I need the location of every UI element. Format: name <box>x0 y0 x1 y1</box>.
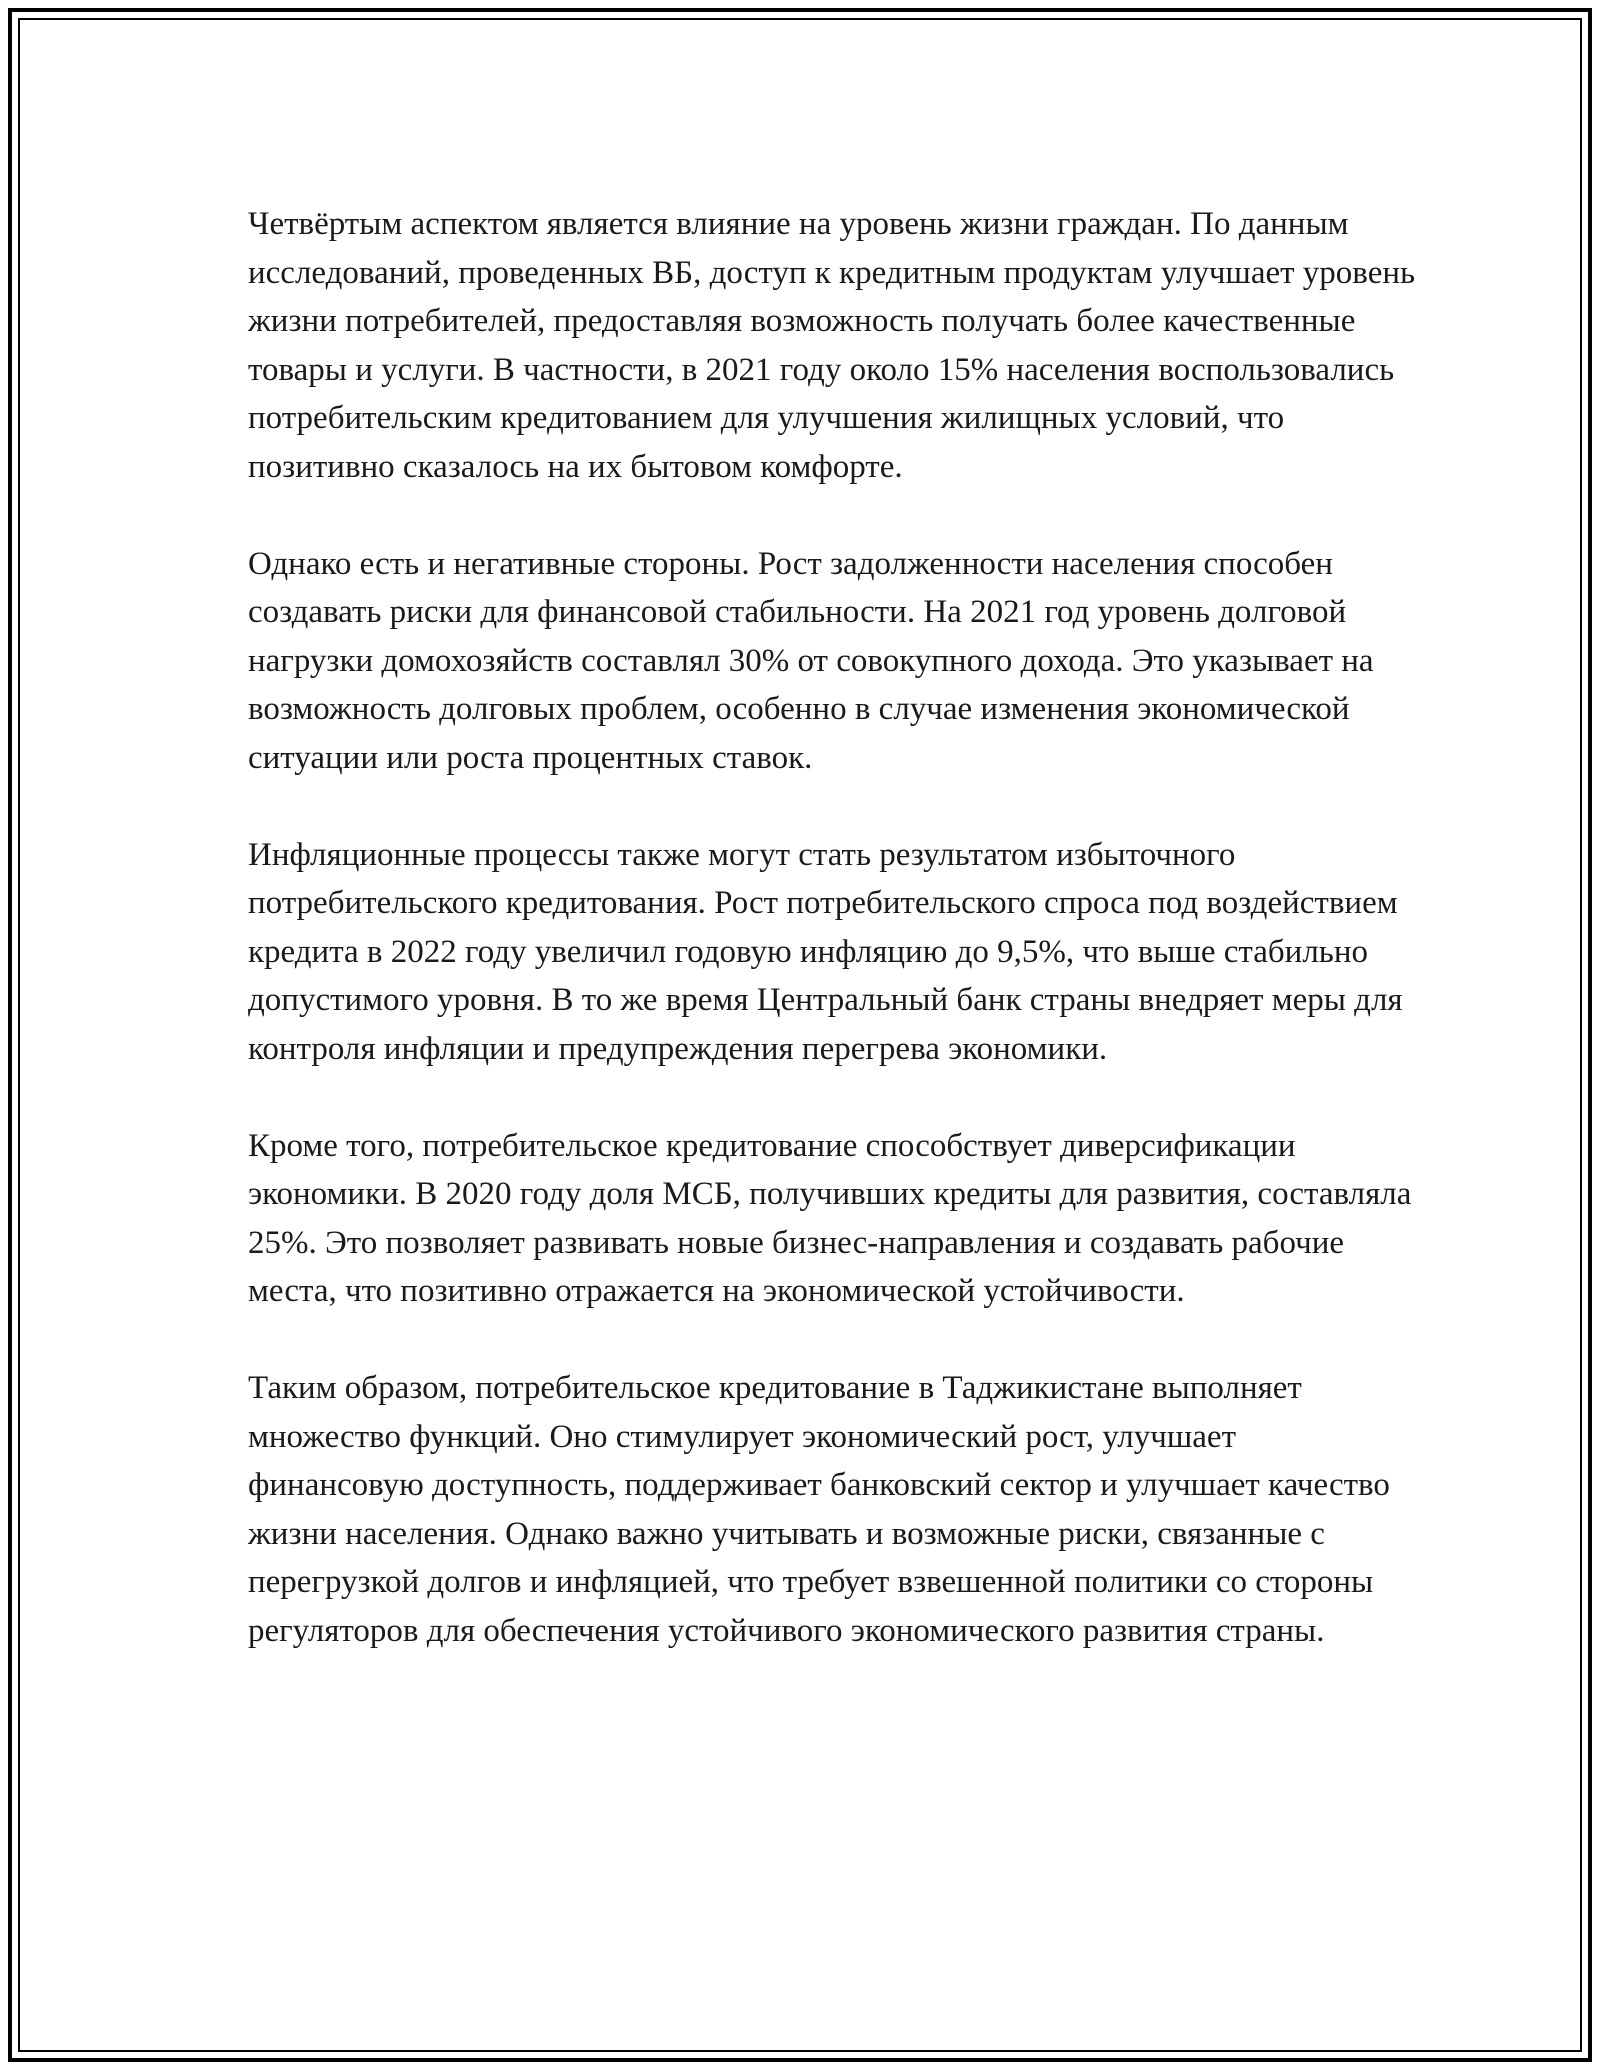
paragraph-diversification: Кроме того, потребительское кредитование способствует диверсификации экономики. В 2020 году доля МСБ, получивших кредиты для развития, составляла 25%. Это позволяет развивать новые бизнес-направления и создавать рабочие места, что позитивно отражается на экономической устойчивости. <box>248 1127 1412 1309</box>
page-border <box>8 8 1592 2062</box>
paragraph-inflation: Инфляционные процессы также могут стать результатом избыточного потребительского кредитования. Рост потребительского спроса под воздействием кредита в 2022 году увеличил годовую инфляцию до 9,5%, что выше стабильно допустимого уровня. В то же время Центральный банк страны внедряет меры для контроля инфляции и предупреждения перегрева экономики. <box>248 836 1403 1067</box>
paragraph-conclusion: Таким образом, потребительское кредитование в Таджикистане выполняет множество функций. Оно стимулирует экономический рост, улучшает финансовую доступность, поддерживает банковский сектор и улучшает качество жизни населения. Однако важно учитывать и возможные риски, связанные с перегрузкой долгов и инфляцией, что требует взвешенной политики со стороны регуляторов для обеспечения устойчивого экономического развития страны. <box>248 1370 1390 1649</box>
document-body <box>248 200 1418 1655</box>
paragraph-debt-risks: Однако есть и негативные стороны. Рост задолженности населения способен создавать риски для финансовой стабильности. На 2021 год уровень долговой нагрузки домохозяйств составлял 30% от совокупного дохода. Это указывает на возможность долговых проблем, особенно в случае изменения экономической ситуации или роста процентных ставок. <box>248 545 1374 776</box>
paragraph-living-standards: Четвёртым аспектом является влияние на уровень жизни граждан. По данным исследований, проведенных ВБ, доступ к кредитным продуктам улучшает уровень жизни потребителей, предоставляя возможность получать более качественные товары и услуги. В частности, в 2021 году около 15% населения воспользовались потребительским кредитованием для улучшения жилищных условий, что позитивно сказалось на их бытовом комфорте. <box>248 206 1416 485</box>
